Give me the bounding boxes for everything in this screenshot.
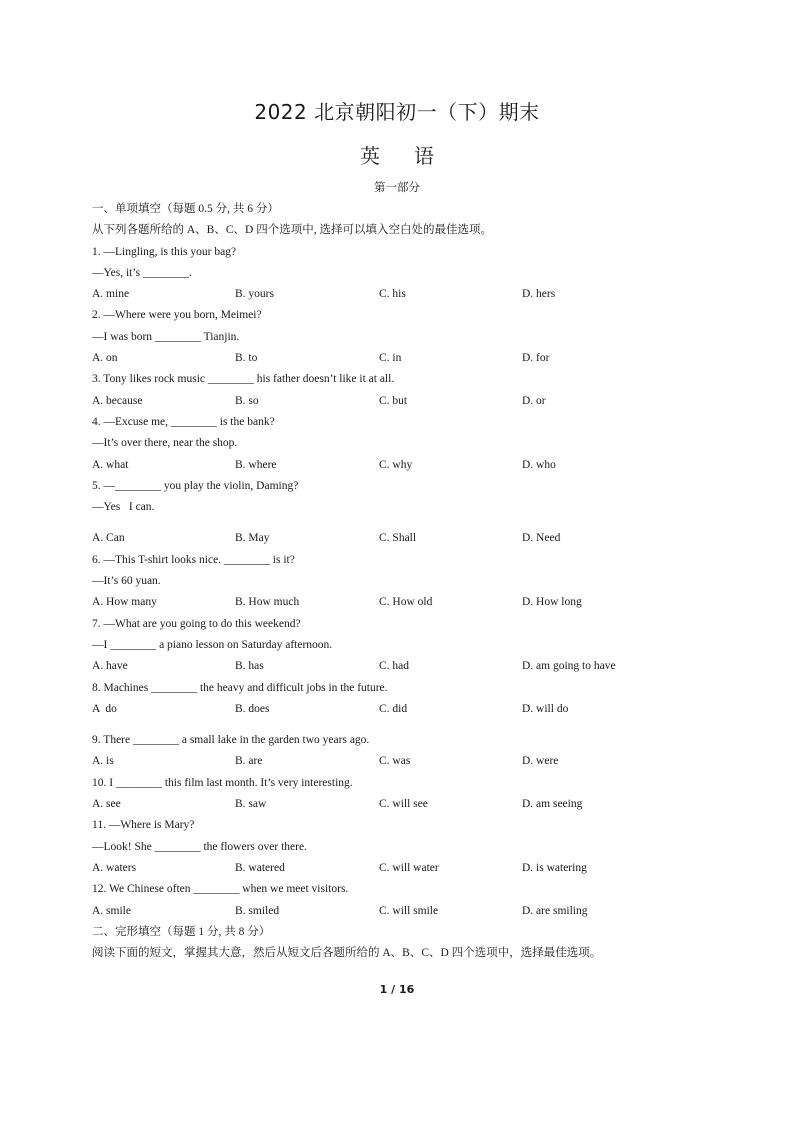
option-c: C. How old: [379, 596, 433, 609]
option-b: B. How much: [235, 596, 300, 609]
question-stem: 7. —What are you going to do this weekend?: [92, 617, 301, 630]
question-answer-line: —Look! She ________ the flowers over there.: [92, 840, 307, 853]
option-a: A. How many: [92, 596, 157, 609]
option-c: C. will water: [379, 861, 439, 874]
option-c: C. his: [379, 288, 406, 301]
question-stem: 6. —This T-shirt looks nice. ________ is it?: [92, 553, 295, 566]
option-d: D. will do: [522, 702, 569, 715]
options-row: [92, 751, 712, 772]
option-a: A. what: [92, 458, 129, 471]
option-b: B. where: [235, 458, 277, 471]
question-2: [92, 305, 712, 369]
option-b: B. does: [235, 702, 270, 715]
options-row: [92, 391, 712, 412]
options-row: [92, 794, 712, 815]
question-answer-line: —It’s over there, near the shop.: [92, 437, 238, 450]
option-a: A. have: [92, 660, 128, 673]
question-6: [92, 550, 712, 614]
option-b: B. so: [235, 394, 259, 407]
option-a: A. is: [92, 755, 114, 768]
option-a: A. see: [92, 798, 121, 811]
option-d: D. are smiling: [522, 904, 588, 917]
option-d: D. were: [522, 755, 559, 768]
options-row: [92, 284, 712, 305]
options-row: [92, 455, 712, 476]
question-answer-line: —I was born ________ Tianjin.: [92, 330, 240, 343]
question-answer-line: —I ________ a piano lesson on Saturday afternoon.: [92, 638, 333, 651]
option-d: D. who: [522, 458, 556, 471]
question-stem: 4. —Excuse me, ________ is the bank?: [92, 415, 275, 428]
question-stem: 3. Tony likes rock music ________ his father doesn’t like it at all.: [92, 373, 395, 386]
option-b: B. May: [235, 532, 270, 545]
question-stem: 1. —Lingling, is this your bag?: [92, 245, 237, 258]
option-a: A. mine: [92, 288, 130, 301]
option-c: C. had: [379, 660, 410, 673]
option-b: B. watered: [235, 861, 285, 874]
options-row: [92, 699, 712, 720]
part-label: 第一部分: [374, 182, 420, 194]
section-instruction: 从下列各题所给的 A、B、C、D 四个选项中, 选择可以填入空白处的最佳选项。: [92, 224, 492, 237]
option-b: B. smiled: [235, 904, 280, 917]
option-a: A. waters: [92, 861, 137, 874]
option-c: C. was: [379, 755, 411, 768]
page-number: 1 / 16: [379, 983, 415, 996]
option-d: D. am seeing: [522, 798, 583, 811]
option-d: D. am going to have: [522, 660, 616, 673]
section-heading: 一、单项填空（每题 0.5 分, 共 6 分）: [92, 203, 279, 215]
subject-title: 英语: [360, 144, 468, 168]
options-row: [92, 858, 712, 879]
option-b: B. to: [235, 352, 258, 365]
exam-title: 2022 北京朝阳初一（下）期末: [254, 100, 540, 124]
question-3: [92, 369, 712, 412]
option-c: C. did: [379, 702, 408, 715]
option-c: C. will smile: [379, 904, 439, 917]
option-b: B. has: [235, 660, 264, 673]
option-a: A. on: [92, 352, 118, 365]
question-10: [92, 773, 712, 816]
option-c: C. in: [379, 352, 402, 365]
question-12: [92, 879, 712, 922]
options-row: [92, 901, 712, 922]
option-d: D. is watering: [522, 861, 587, 874]
question-8: [92, 678, 712, 721]
option-c: C. but: [379, 394, 408, 407]
question-stem: 5. —________ you play the violin, Daming?: [92, 479, 299, 492]
question-answer-line: —It’s 60 yuan.: [92, 575, 161, 588]
option-b: B. yours: [235, 288, 274, 301]
section-1: [92, 199, 712, 964]
question-stem: 8. Machines ________ the heavy and difficult jobs in the future.: [92, 681, 388, 694]
question-9: [92, 730, 712, 773]
option-a: A. smile: [92, 904, 131, 917]
question-11: [92, 815, 712, 879]
section-instruction: 阅读下面的短文，掌握其大意，然后从短文后各题所给的 A、B、C、D 四个选项中，选择最佳选项。: [92, 947, 602, 960]
option-b: B. are: [235, 755, 263, 768]
question-answer-line: —Yes I can.: [92, 501, 155, 514]
options-row: [92, 348, 712, 369]
question-4: [92, 412, 712, 476]
question-7: [92, 614, 712, 678]
question-5: [92, 476, 712, 550]
section-heading: 二、完形填空（每题 1 分, 共 8 分）: [92, 925, 271, 938]
question-stem: 9. There ________ a small lake in the garden two years ago.: [92, 734, 370, 747]
option-a: A. Can: [92, 532, 125, 545]
question-stem: 11. —Where is Mary?: [92, 819, 195, 832]
option-d: D. or: [522, 394, 546, 407]
option-d: D. How long: [522, 596, 582, 609]
question-stem: 2. —Where were you born, Meimei?: [92, 309, 262, 322]
option-a: A. because: [92, 394, 143, 407]
option-b: B. saw: [235, 798, 267, 811]
options-row: [92, 528, 712, 549]
question-stem: 10. I ________ this film last month. It’s very interesting.: [92, 776, 353, 789]
option-d: D. for: [522, 352, 550, 365]
option-d: D. hers: [522, 288, 556, 301]
option-c: C. Shall: [379, 532, 417, 545]
options-row: [92, 592, 712, 613]
question-1: [92, 242, 712, 306]
option-a: A do: [92, 702, 117, 715]
question-answer-line: —Yes, it’s ________.: [92, 266, 192, 279]
option-d: D. Need: [522, 532, 561, 545]
option-c: C. why: [379, 458, 413, 471]
options-row: [92, 656, 712, 677]
question-stem: 12. We Chinese often ________ when we meet visitors.: [92, 883, 349, 896]
option-c: C. will see: [379, 798, 428, 811]
